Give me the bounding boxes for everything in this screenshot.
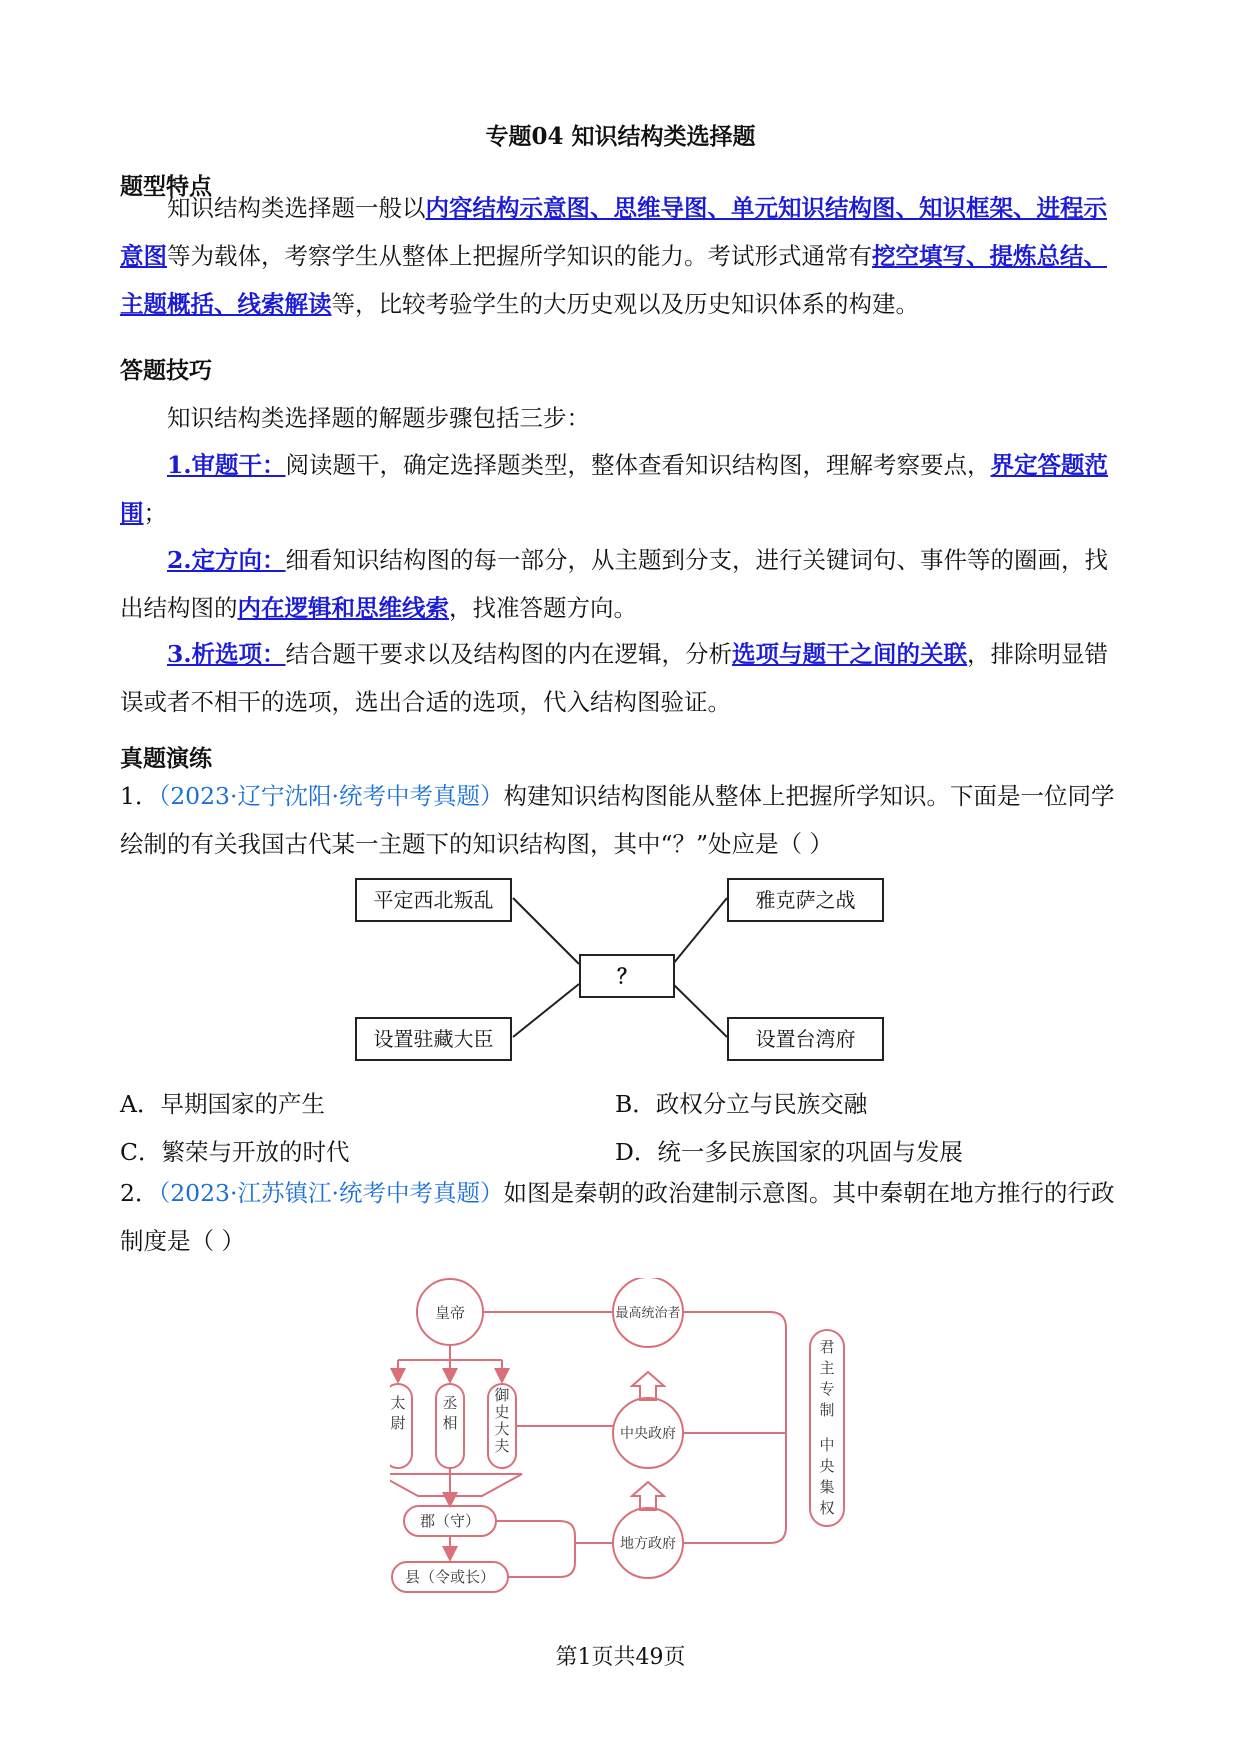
box-bottom-right: 设置台湾府 <box>727 1017 884 1061</box>
step1-highlight: 界定答题范围 <box>120 451 1109 527</box>
step2-highlight: 内在逻辑和思维线索 <box>237 594 449 622</box>
label-chengxiang: 丞相 <box>442 1394 458 1432</box>
label-side: 君主专制中央集权 <box>819 1338 835 1517</box>
heading-tips: 答题技巧 <box>120 357 212 384</box>
step1-label: 1.审题干： <box>167 451 286 479</box>
arrow-up-local-icon <box>632 1482 664 1510</box>
q2-number: 2． <box>120 1179 159 1207</box>
q1-option-a: A．早期国家的产生 <box>120 1090 325 1118</box>
step2-text: 细看知识结构图的每一部分，从主题到分支，进行关键词句、事件等的圈画，找出结构图的 <box>120 546 1109 622</box>
box-center-question: ？ <box>579 954 675 998</box>
step2-label: 2.定方向： <box>167 546 286 574</box>
q1-option-d: D．统一多民族国家的巩固与发展 <box>615 1138 963 1166</box>
line-top-left <box>513 898 579 964</box>
box-bottom-left: 设置驻藏大臣 <box>355 1017 512 1061</box>
q2-text: 如图是秦朝的政治建制示意图。其中秦朝在地方推行的行政制度是（ ） <box>120 1179 1115 1255</box>
line-bottom-left <box>513 984 579 1037</box>
features-text-a: 知识结构类选择题一般以 <box>167 194 426 222</box>
q1-text: 构建知识结构图能从整体上把握所学知识。下面是一位同学绘制的有关我国古代某一主题下的知识结构图，其中“？”处应是（ ） <box>120 782 1115 858</box>
features-text-c: 等，比较考验学生的大历史观以及历史知识体系的构建。 <box>331 290 919 318</box>
page-footer: 第1页共49页 <box>555 1645 686 1670</box>
tips-step-2 <box>120 536 1124 632</box>
q2-diagram-svg <box>390 1278 860 1608</box>
features-text-b: 等为载体，考察学生从整体上把握所学知识的能力。考试形式通常有 <box>167 242 872 270</box>
features-highlight-forms: 挖空填写、提炼总结、主题概括、线索解读 <box>120 242 1107 318</box>
label-xian: 县（令或长） <box>404 1568 496 1586</box>
label-emperor: 皇帝 <box>434 1304 466 1322</box>
features-paragraph <box>120 184 1124 328</box>
q2-qin-politics-diagram <box>390 1278 860 1608</box>
right-connector <box>683 1312 786 1543</box>
label-central-gov: 中央政府 <box>620 1426 676 1442</box>
tips-step-3 <box>120 630 1124 726</box>
tips-intro: 知识结构类选择题的解题步骤包括三步： <box>167 404 590 432</box>
q2-source: （2023·江苏镇江·统考中考真题） <box>158 1179 504 1207</box>
step2-end: ，找准答题方向。 <box>449 594 637 622</box>
tips-step-1 <box>120 441 1124 537</box>
box-top-left: 平定西北叛乱 <box>355 878 512 922</box>
question-1-stem <box>120 772 1124 868</box>
label-yushi: 御史大夫 <box>494 1386 510 1455</box>
heading-practice: 真题演练 <box>120 745 212 772</box>
heading-features: 题型特点 <box>120 173 212 200</box>
local-bracket <box>496 1521 575 1577</box>
q1-option-b: B．政权分立与民族交融 <box>615 1090 868 1118</box>
step3-text: 结合题干要求以及结构图的内在逻辑，分析 <box>285 640 733 668</box>
question-2-stem <box>120 1169 1124 1265</box>
label-local-gov: 地方政府 <box>620 1536 676 1552</box>
q1-number: 1． <box>120 782 159 810</box>
box-top-right: 雅克萨之战 <box>727 878 884 922</box>
step3-highlight: 选项与题干之间的关联 <box>732 640 968 668</box>
page-title: 专题04 知识结构类选择题 <box>485 123 756 150</box>
q1-source: （2023·辽宁沈阳·统考中考真题） <box>158 782 504 810</box>
q1-option-c: C．繁荣与开放的时代 <box>120 1138 350 1166</box>
step3-end: ，排除明显错误或者不相干的选项，选出合适的选项，代入结构图验证。 <box>120 640 1109 716</box>
step1-text: 阅读题干，确定选择题类型，整体查看知识结构图，理解考察要点， <box>285 451 991 479</box>
step3-label: 3.析选项： <box>167 640 286 668</box>
step1-end: ； <box>143 499 167 527</box>
label-top-ruler: 最高统治者 <box>615 1306 681 1321</box>
arrow-up-central-icon <box>632 1372 664 1400</box>
line-bottom-right <box>673 984 727 1037</box>
label-jun: 郡（守） <box>419 1512 481 1530</box>
label-taiwei: 太尉 <box>390 1394 406 1432</box>
funnel-shape <box>390 1474 522 1496</box>
features-highlight-carriers: 内容结构示意图、思维导图、单元知识结构图、知识框架、进程示意图 <box>120 194 1107 270</box>
q1-knowledge-diagram <box>355 874 895 1074</box>
line-top-right <box>673 898 727 964</box>
